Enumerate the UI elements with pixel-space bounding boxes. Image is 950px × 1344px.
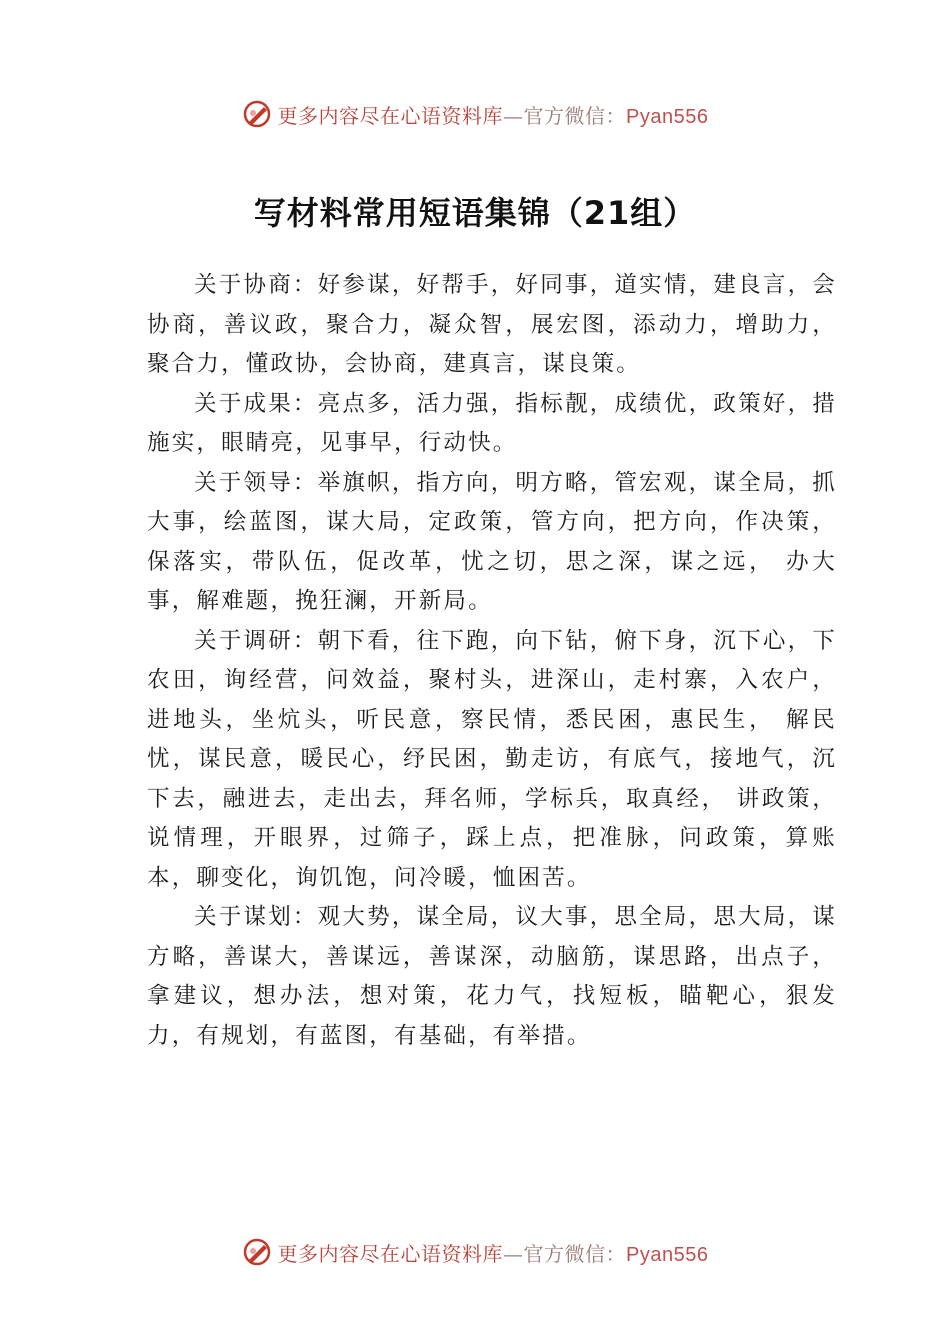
footer-banner-text (278, 1238, 709, 1267)
paragraph-research: 关于调研：朝下看，往下跑，向下钻，俯下身，沉下心，下农田，询经营，问效益，聚村头，进深山，走村寨，入农户，进地头，坐炕头，听民意，察民情，悉民困，惠民生， 解民忧，谋民意，暖民心，纾民困，勤走访，有底气，接地气，沉下去，融进去，走出去，拜名师，学标兵，取真经， 讲政策，说情理，开眼界，过筛子，踩上点，把准脉，问政策，算账本，聊变化，询饥饱，问冷暖，恤困苦。 (147, 627, 837, 891)
header-banner (0, 94, 950, 134)
footer-banner (0, 1232, 950, 1272)
paragraph-planning: 关于谋划：观大势，谋全局，议大事，思全局，思大局，谋方略，善谋大，善谋远，善谋深，动脑筋，谋思路，出点子，拿建议，想办法，想对策，花力气，找短板，瞄靶心，狠发力，有规划，有蓝图，有基础，有举措。 (147, 904, 837, 1049)
header-banner-main: 更多内容尽在心语资料库 (277, 103, 504, 128)
header-banner-sep: —官方微信： (503, 103, 627, 128)
footer-wechat-id: Pyan556 (626, 1243, 709, 1266)
paragraph-consultation: 关于协商：好参谋，好帮手，好同事，道实情，建良言，会协商，善议政，聚合力，凝众智，展宏图，添动力，增助力，聚合力，懂政协，会协商，建真言，谋良策。 (147, 272, 837, 377)
pen-logo-icon (242, 1237, 272, 1267)
footer-banner-sep: —官方微信： (503, 1241, 627, 1266)
footer-banner-main: 更多内容尽在心语资料库 (277, 1241, 504, 1266)
document-body (147, 266, 837, 1056)
pen-logo-icon (242, 99, 272, 129)
page-title: 写材料常用短语集锦（21组） (253, 194, 697, 232)
paragraph-leadership: 关于领导：举旗帜，指方向，明方略，管宏观，谋全局，抓大事，绘蓝图，谋大局，定政策，管方向，把方向，作决策，保落实，带队伍，促改革，忧之切，思之深，谋之远， 办大事，解难题，挽狂澜，开新局。 (147, 469, 837, 614)
header-wechat-id: Pyan556 (626, 105, 709, 128)
paragraph-results: 关于成果：亮点多，活力强，指标靓，成绩优，政策好，措施实，眼睛亮，见事早，行动快。 (147, 390, 837, 456)
header-banner-text (278, 100, 709, 129)
